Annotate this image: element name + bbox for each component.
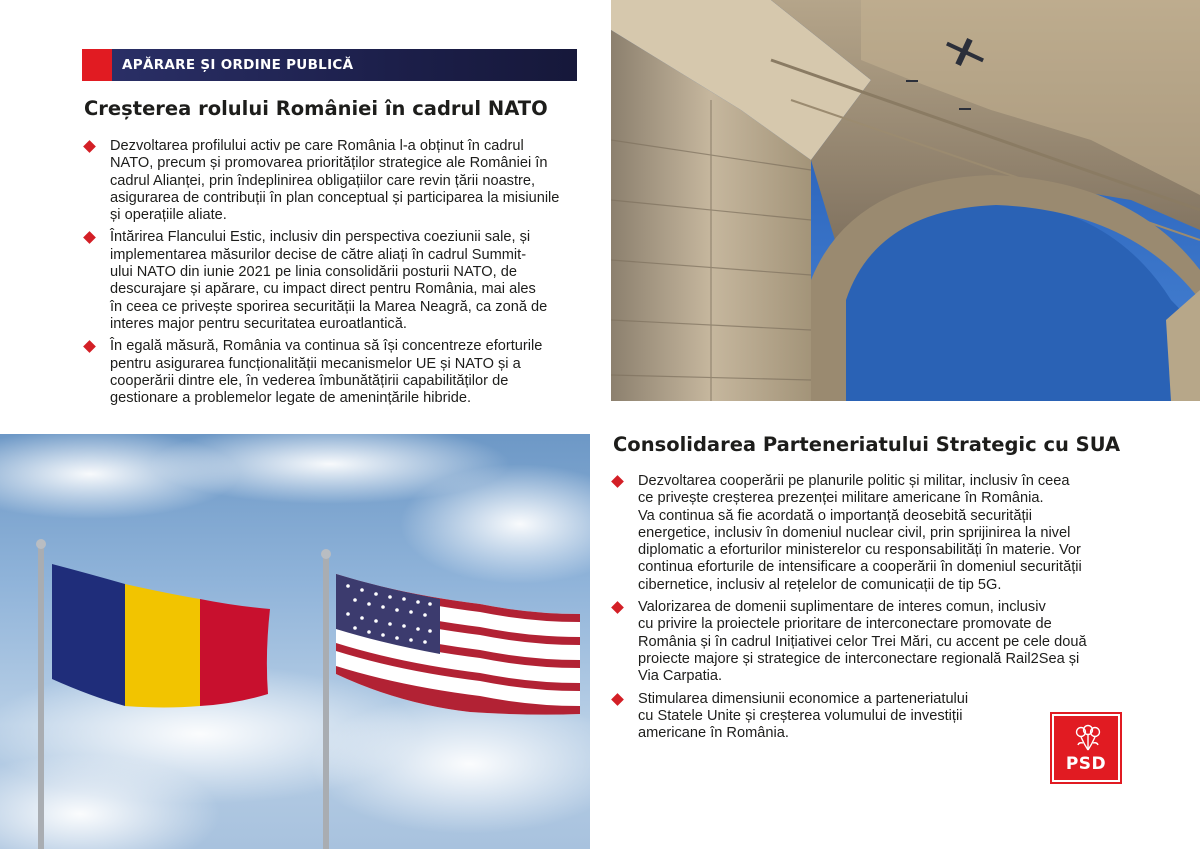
bullet-text: În egală măsură, România va continua să își concentreze eforturile pentru asigurarea funcționalității mecanismelor UE și NATO și a cooperării dintre ele, în vederea îmbunătățirii capabilităților de gestionare a problemelor legate de amenințările hibride. <box>110 338 543 407</box>
diamond-bullet-icon <box>83 140 96 153</box>
nato-heading: Creșterea rolului României în cadrul NATO <box>84 97 548 120</box>
flags-photo <box>0 434 590 849</box>
diamond-bullet-icon <box>611 601 624 614</box>
list-item <box>84 338 592 407</box>
nato-bullet-list <box>84 138 592 412</box>
bullet-text: Dezvoltarea profilului activ pe care România l-a obținut în cadrul NATO, precum și promovarea priorităților strategice ale României în cadrul Alianței, prin îndeplinirea obligațiilor care revin țării noastre, asigurarea de contribuții în plan conceptual și participarea la misiunile și operațiile aliate. <box>110 138 560 224</box>
list-item <box>612 599 1134 685</box>
banner-bar <box>112 49 577 81</box>
roses-icon <box>1072 724 1104 752</box>
diamond-bullet-icon <box>611 693 624 706</box>
diamond-bullet-icon <box>83 232 96 245</box>
section-label: APĂRARE ȘI ORDINE PUBLICĂ <box>122 57 354 73</box>
psd-logo <box>1052 714 1120 782</box>
list-item <box>84 229 592 333</box>
logo-text: PSD <box>1065 754 1107 774</box>
bullet-text: Stimularea dimensiunii economice a parteneriatului cu Statele Unite și creșterea volumului de investiții americane în România. <box>638 690 969 742</box>
list-item <box>612 473 1134 594</box>
usa-bullet-list <box>612 473 1134 747</box>
arch-photo <box>611 0 1200 401</box>
bullet-text: Întărirea Flancului Estic, inclusiv din perspectiva coeziunii sale, și implementarea măsurilor decise de către aliați în cadrul Summit- ului NATO din iunie 2021 pe linia consolidării posturii NATO, de descurajare și apărare, cu impact direct pentru România, mai ales în ceea ce privește sporirea securității la Marea Neagră, ca zonă de interes major pentru securitatea euroatlantică. <box>110 229 548 332</box>
bullet-text: Dezvoltarea cooperării pe planurile politic și militar, inclusiv în ceea ce privește creșterea prezenței militare americane în România. Va continua să fie acordată o importanță deosebită securității energetice, inclusiv în domeniul nuclear civil, prin sprijinirea la nivel diplomatic a eforturilor ministerelor cu responsabilități în materie. Vor continua eforturile de intensificare a cooperării în domeniul securității cibernetice, inclusiv al rețelelor de comunicații de tip 5G. <box>638 473 1082 593</box>
usa-heading: Consolidarea Parteneriatului Strategic cu SUA <box>613 433 1121 456</box>
banner-accent <box>82 49 112 81</box>
list-item <box>84 138 592 224</box>
bullet-text: Valorizarea de domenii suplimentare de interes comun, inclusiv cu privire la proiectele prioritare de interconectare promovate de România și în cadrul Inițiativei celor Trei Mări, cu accent pe cele două proiecte majore și strategice de interconectare regională Rail2Sea și Via Carpatia. <box>638 599 1087 685</box>
diamond-bullet-icon <box>611 475 624 488</box>
diamond-bullet-icon <box>83 340 96 353</box>
section-banner <box>82 49 577 81</box>
